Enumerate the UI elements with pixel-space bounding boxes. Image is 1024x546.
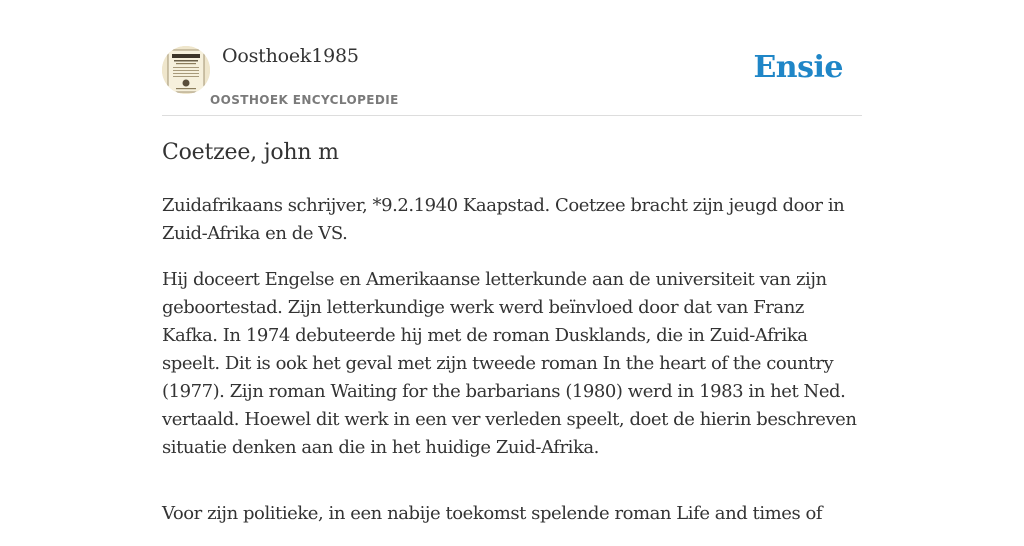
article-paragraph: Zuidafrikaans schrijver, *9.2.1940 Kaapstad. Coetzee bracht zijn jeugd door in Zuid-Afrika en de VS. bbox=[162, 195, 845, 244]
article-title: Coetzee, john m bbox=[162, 140, 339, 165]
book-cover-icon bbox=[162, 46, 210, 94]
article-header bbox=[162, 0, 862, 116]
username-link[interactable]: Oosthoek1985 bbox=[222, 45, 359, 67]
brand-logo[interactable]: Ensie bbox=[753, 50, 843, 85]
article-paragraph: Voor zijn politieke, in een nabije toekomst spelende roman Life and times of bbox=[162, 503, 823, 524]
page-container bbox=[162, 0, 862, 524]
avatar[interactable] bbox=[162, 46, 210, 94]
article-paragraph: Hij doceert Engelse en Amerikaanse letterkunde aan de universiteit van zijn geboortestad. Zijn letterkundige werk werd beïnvloed door dat van Franz Kafka. In 1974 debuteerde hij met de roman Dusklands, die in Zuid-Afrika speelt. Dit is ook het geval met zijn tweede roman In the heart of the country (1977). Zijn roman Waiting for the barbarians (1980) werd in 1983 in het Ned. vertaald. Hoewel dit werk in een ver verleden speelt, doet de hierin beschreven situatie denken aan die in het huidige Zuid-Afrika. bbox=[162, 269, 857, 458]
source-label[interactable]: OOSTHOEK ENCYCLOPEDIE bbox=[210, 93, 399, 107]
article-body bbox=[162, 192, 862, 546]
